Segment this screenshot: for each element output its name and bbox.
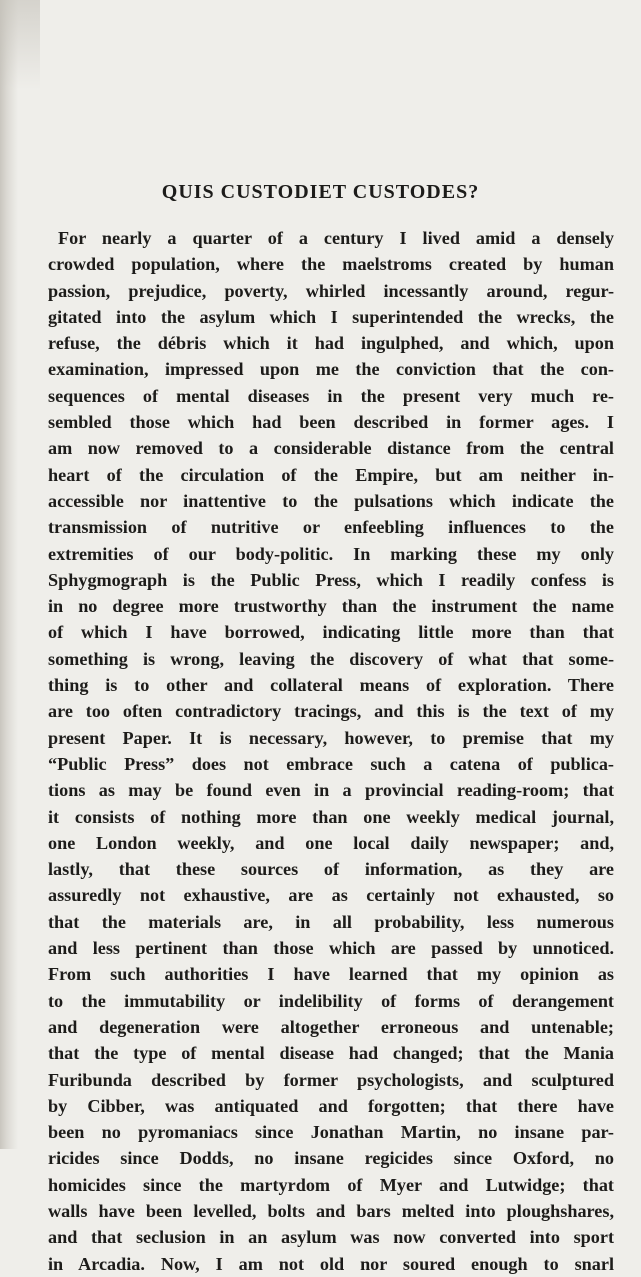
text-line: in Arcadia. Now, I am not old nor soured enough to snarl [48,1253,614,1274]
text-line: in no degree more trustworthy than the instrument the name [48,596,614,617]
text-line: extremities of our body-politic. In marking these my only [48,543,614,564]
text-line: tions as may be found even in a provincial reading-room; that [48,780,614,801]
text-line: something is wrong, leaving the discovery of what that some- [48,648,614,669]
body-paragraph [48,225,614,1277]
text-line: of which I have borrowed, indicating little more than that [48,622,614,643]
page-edge-shadow [0,0,18,1149]
text-line: refuse, the débris which it had ingulphed, and which, upon [48,333,614,354]
text-line: accessible nor inattentive to the pulsations which indicate the [48,490,614,511]
text-line: it consists of nothing more than one weekly medical journal, [48,806,614,827]
text-line: For nearly a quarter of a century I lived amid a densely [58,228,614,248]
text-line: homicides since the martyrdom of Myer and Lutwidge; that [48,1174,614,1195]
text-line: by Cibber, was antiquated and forgotten; that there have [48,1095,614,1116]
text-line: and less pertinent than those which are passed by unnoticed. [48,938,614,959]
text-line: gitated into the asylum which I superintended the wrecks, the [48,306,614,327]
text-line: crowded population, where the maelstroms created by human [48,254,614,275]
text-line: Sphygmograph is the Public Press, which I readily confess is [48,569,614,590]
text-line: thing is to other and collateral means of exploration. There [48,675,614,696]
text-line: been no pyromaniacs since Jonathan Martin, no insane par- [48,1122,614,1143]
text-line: that the type of mental disease had changed; that the Mania [48,1043,614,1064]
text-line: that the materials are, in all probability, less numerous [48,911,614,932]
text-line: lastly, that these sources of information, as they are [48,859,614,880]
text-line: assuredly not exhaustive, are as certainly not exhausted, so [48,885,614,906]
text-line: present Paper. It is necessary, however, to premise that my [48,727,614,748]
text-line: sembled those which had been described in former ages. I [48,412,614,433]
text-line: passion, prejudice, poverty, whirled incessantly around, regur- [48,280,614,301]
text-line: am now removed to a considerable distance from the central [48,438,614,459]
text-line: are too often contradictory tracings, and this is the text of my [48,701,614,722]
text-line: ricides since Dodds, no insane regicides since Oxford, no [48,1148,614,1169]
text-line: transmission of nutritive or enfeebling influences to the [48,517,614,538]
text-line: examination, impressed upon me the conviction that the con- [48,359,614,380]
text-line: walls have been levelled, bolts and bars melted into ploughshares, [48,1200,614,1221]
text-line: sequences of mental diseases in the present very much re- [48,385,614,406]
text-line: one London weekly, and one local daily newspaper; and, [48,832,614,853]
page-corner-shadow [0,0,40,90]
text-line: and that seclusion in an asylum was now converted into sport [48,1227,614,1248]
text-line: to the immutability or indelibility of forms of derangement [48,990,614,1011]
text-line: Furibunda described by former psychologists, and sculptured [48,1069,614,1090]
text-line: and degeneration were altogether erroneous and untenable; [48,1016,614,1037]
page-heading: QUIS CUSTODIET CUSTODES? [161,181,480,203]
text-line: From such authorities I have learned that my opinion as [48,964,614,985]
text-line: heart of the circulation of the Empire, but am neither in- [48,464,614,485]
text-line: “Public Press” does not embrace such a catena of publica- [48,753,614,774]
